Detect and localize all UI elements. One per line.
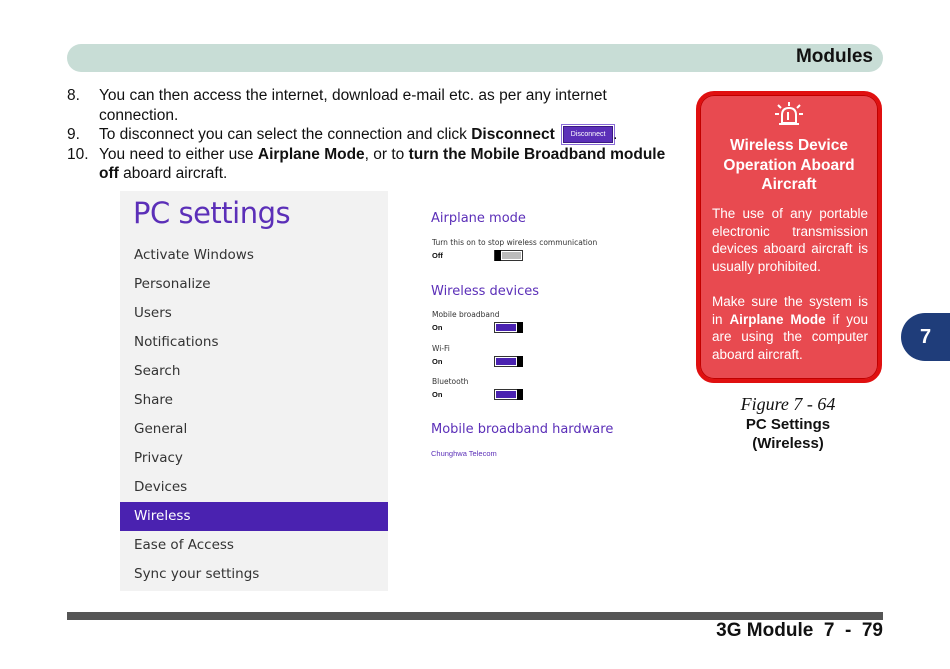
- device-state: On: [432, 323, 443, 332]
- step-10: [67, 145, 687, 184]
- device-name: Mobile broadband: [432, 310, 500, 319]
- toggle-knob: [517, 356, 523, 367]
- header-bar: [67, 44, 883, 72]
- wifi-toggle[interactable]: [494, 356, 523, 367]
- nav-item-sync-your-settings[interactable]: Sync your settings: [134, 566, 260, 582]
- footer-page-label: 3G Module 7 - 79: [716, 620, 883, 641]
- step-bold: Airplane Mode: [257, 145, 365, 163]
- step-text: You need to either use: [99, 145, 258, 163]
- step-bold: Disconnect: [471, 126, 555, 143]
- step-text: , or to: [364, 145, 409, 163]
- step-9: [67, 125, 687, 145]
- airplane-mode-toggle[interactable]: [494, 250, 523, 261]
- alarm-bell-icon: [773, 101, 805, 129]
- device-state: On: [432, 357, 443, 366]
- warning-text: Make sure the system is in: [712, 293, 868, 327]
- device-name: Bluetooth: [432, 377, 469, 386]
- nav-item-ease-of-access[interactable]: Ease of Access: [134, 537, 234, 553]
- step-bold: turn the Mobile Broadband module off: [99, 145, 666, 182]
- nav-item-privacy[interactable]: Privacy: [134, 450, 183, 466]
- step-text: aboard aircraft.: [118, 165, 228, 182]
- toggle-track: [502, 252, 521, 259]
- step-number: 9.: [67, 126, 80, 143]
- step-text: You can then access the internet, download e-mail etc. as per any internet connection.: [99, 87, 607, 124]
- mobile-broadband-toggle[interactable]: [494, 322, 523, 333]
- warning-para-1: The use of any portable electronic transmission devices aboard aircraft is usually prohibited.: [712, 206, 868, 274]
- step-8: [67, 86, 687, 125]
- pc-settings-wireless-panel: [430, 191, 690, 591]
- toggle-fill: [496, 358, 516, 365]
- step-number: 10.: [67, 145, 89, 163]
- warning-title: Wireless Device Operation Aboard Aircraft: [723, 137, 855, 193]
- step-text: To disconnect you can select the connection and click: [99, 126, 472, 143]
- pc-settings-sidebar: [120, 191, 388, 591]
- device-state: On: [432, 390, 443, 399]
- warning-para-2: [712, 293, 868, 363]
- nav-item-personalize[interactable]: Personalize: [134, 276, 211, 292]
- footer-bar: [67, 612, 883, 620]
- warning-text: if you are using the computer aboard aircraft.: [712, 311, 868, 362]
- warning-body: [712, 205, 868, 363]
- disconnect-button-image: Disconnect: [563, 126, 613, 143]
- figure-label: Figure 7 - 64: [740, 394, 836, 414]
- airplane-mode-heading: Airplane mode: [431, 211, 526, 226]
- figure-caption: [696, 394, 880, 453]
- nav-item-users[interactable]: Users: [134, 305, 172, 321]
- wireless-devices-heading: Wireless devices: [431, 284, 539, 299]
- device-name: Wi-Fi: [432, 344, 450, 353]
- figure-caption-line1: PC Settings: [745, 416, 831, 433]
- section-title: Modules: [795, 46, 873, 67]
- step-number: 8.: [67, 87, 80, 104]
- nav-item-search[interactable]: Search: [134, 363, 181, 379]
- instruction-steps: [67, 86, 687, 184]
- toggle-fill: [496, 391, 516, 398]
- hardware-name[interactable]: Chunghwa Telecom: [431, 449, 497, 458]
- nav-item-general[interactable]: General: [134, 421, 188, 437]
- bluetooth-toggle[interactable]: [494, 389, 523, 400]
- step-text: .: [613, 126, 618, 143]
- pc-settings-nav: [120, 241, 388, 589]
- warning-bold: Airplane Mode: [729, 311, 826, 327]
- nav-item-wireless[interactable]: Wireless: [120, 502, 388, 531]
- figure-caption-line2: (Wireless): [752, 435, 824, 452]
- warning-box: [696, 91, 882, 383]
- pc-settings-title: PC settings: [133, 196, 291, 230]
- airplane-mode-desc: Turn this on to stop wireless communication: [432, 238, 598, 247]
- nav-item-notifications[interactable]: Notifications: [134, 334, 219, 350]
- nav-item-activate-windows[interactable]: Activate Windows: [134, 247, 254, 263]
- nav-item-share[interactable]: Share: [134, 392, 173, 408]
- chapter-tab: 7: [901, 313, 950, 361]
- toggle-knob: [495, 250, 501, 261]
- airplane-mode-state: Off: [432, 251, 443, 260]
- hardware-heading: Mobile broadband hardware: [431, 422, 614, 437]
- toggle-fill: [496, 324, 516, 331]
- nav-item-devices[interactable]: Devices: [134, 479, 188, 495]
- toggle-knob: [517, 322, 523, 333]
- toggle-knob: [517, 389, 523, 400]
